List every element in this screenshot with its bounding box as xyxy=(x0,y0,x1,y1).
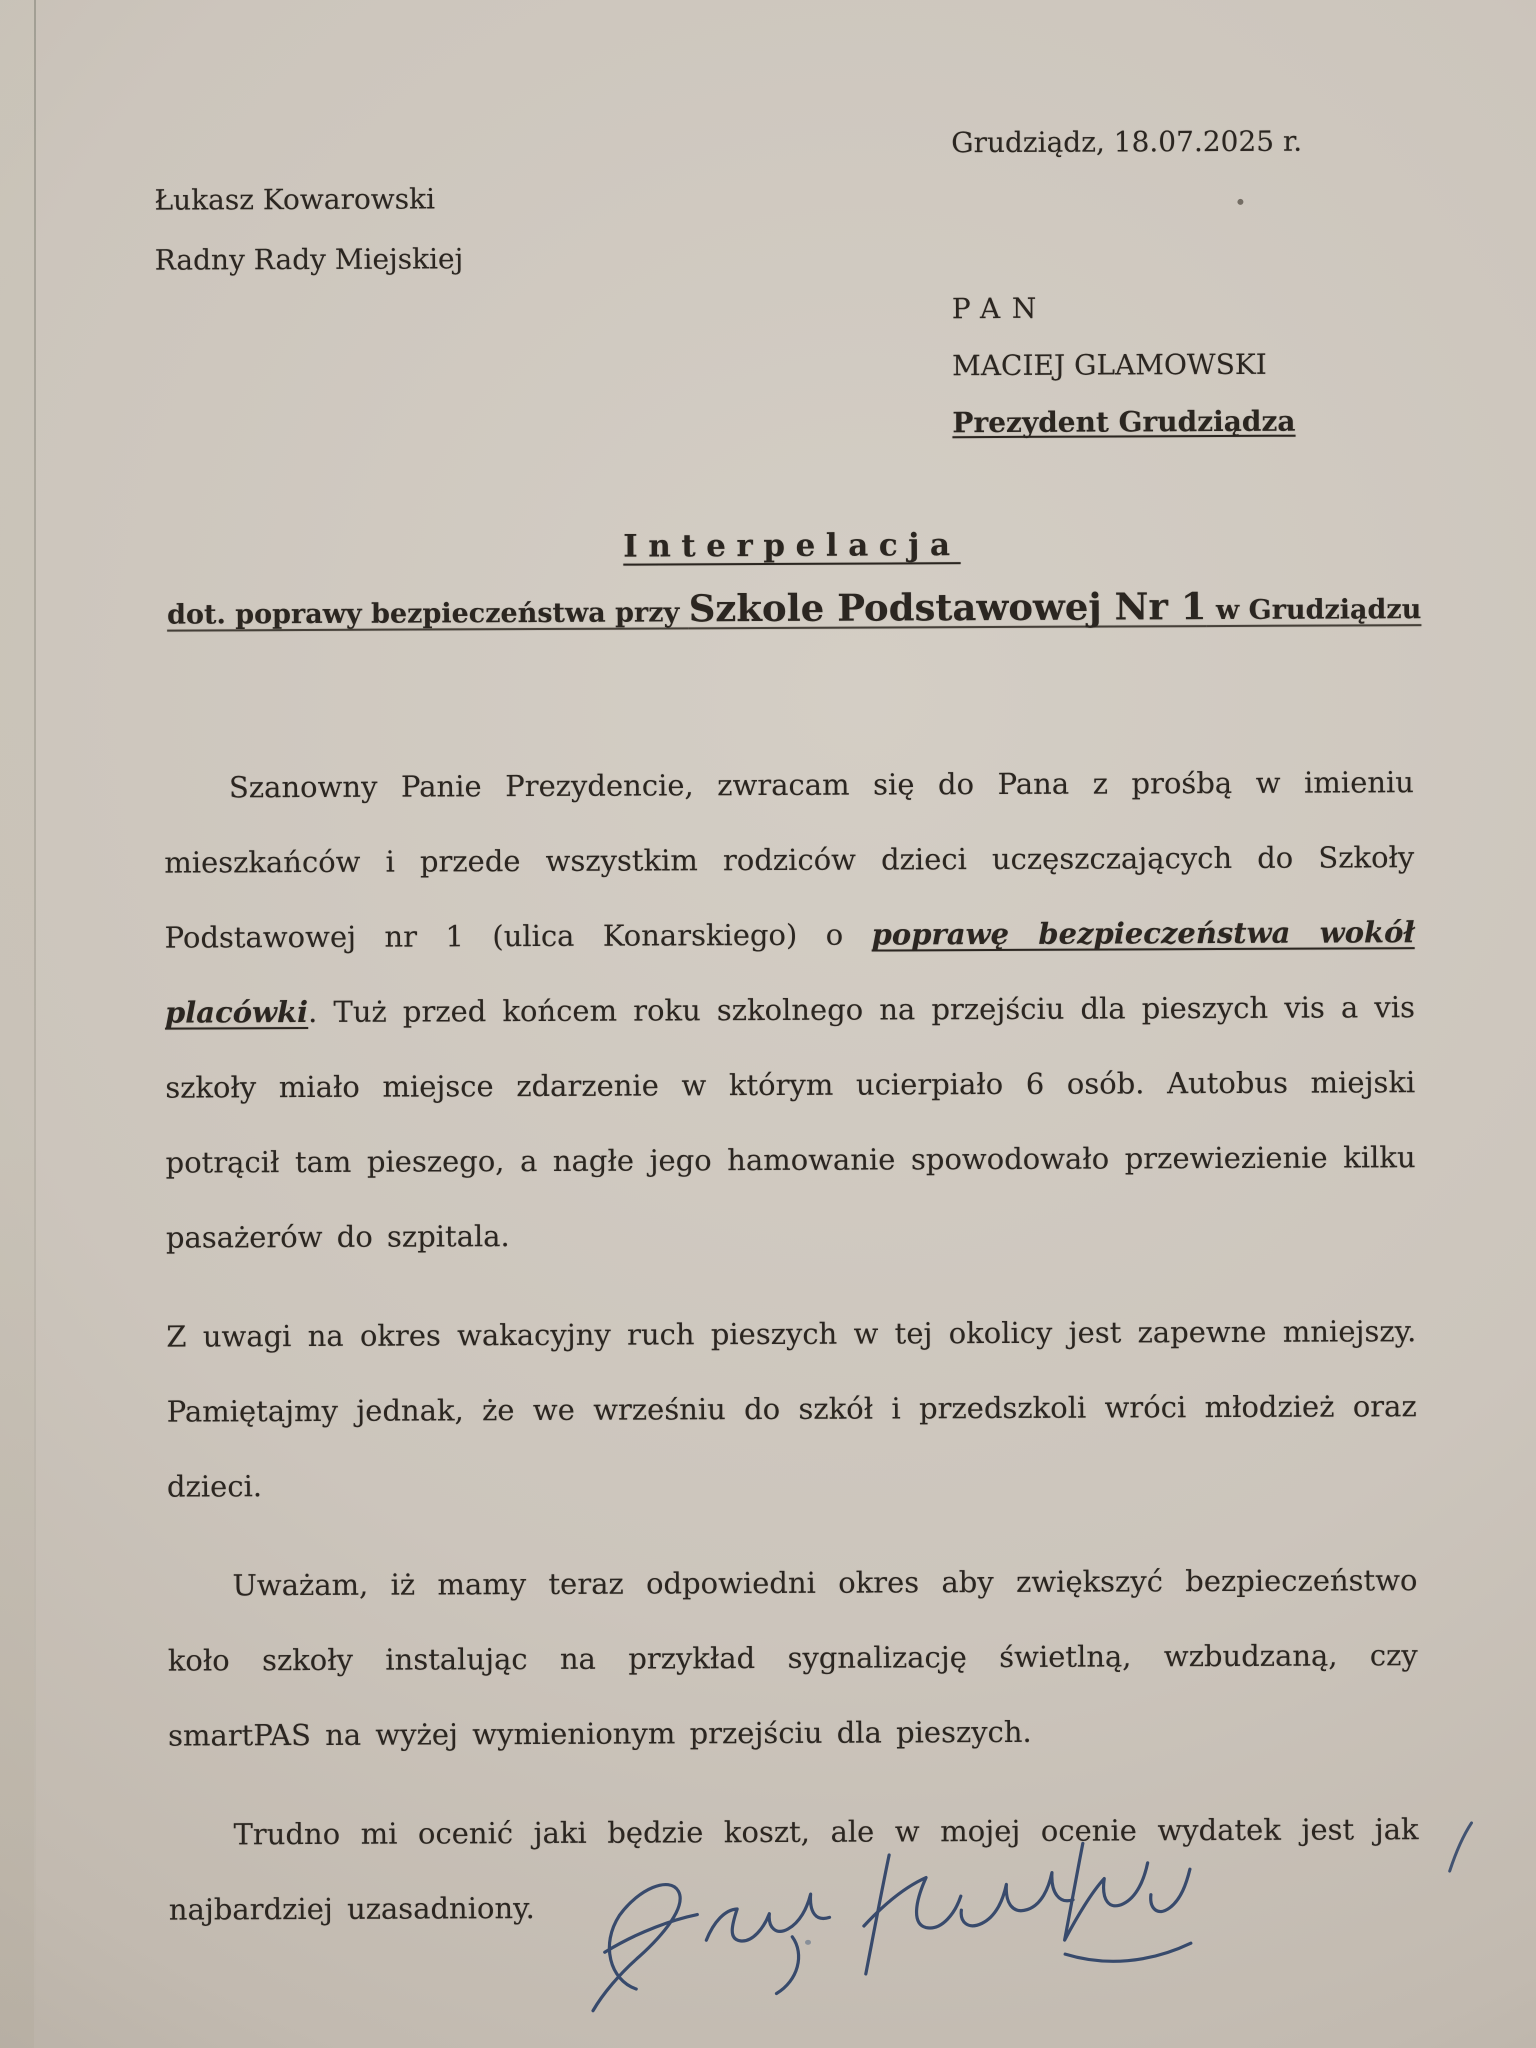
letter-title: Interpelacja xyxy=(623,527,961,565)
date-line: Grudziądz, 18.07.2025 r. xyxy=(951,124,1303,160)
sender-name: Łukasz Kowarowski xyxy=(154,182,436,217)
letter-subject xyxy=(26,583,1536,634)
letter-body xyxy=(164,745,1419,1971)
signature-pen-tick xyxy=(1441,1819,1481,1879)
paper-speck xyxy=(805,1940,811,1945)
subject-suffix: w Grudziądzu xyxy=(1206,594,1422,627)
recipient-name: MACIEJ GLAMOWSKI xyxy=(952,347,1267,383)
subject-prefix: dot. poprawy bezpieczeństwa przy xyxy=(166,597,689,631)
paragraph xyxy=(164,745,1416,1275)
recipient-position: Prezydent Grudziądza xyxy=(952,404,1296,440)
paragraph-text: Szanowny Panie Prezydencie, zwracam się do Pana z prośbą w imieniu mieszkańców i przede wszystkim rodziców dzieci uczęszczających do Szkoły Podstawowej nr 1 (ulica Konarskiego) o xyxy=(164,765,1415,955)
paragraph xyxy=(166,1294,1417,1524)
recipient-salutation: PAN xyxy=(951,291,1049,326)
paragraph-text: Trudno mi ocenić jaki będzie koszt, ale w mojej ocenie wydatek jest jak najbardziej uzasadniony. xyxy=(168,1812,1419,1927)
paragraph-text: Uważam, iż mamy teraz odpowiedni okres aby zwiększyć bezpieczeństwo koło szkoły instalując na przykład sygnalizację świetlną, wzbudzaną, czy smartPAS na wyżej wymienionym przejściu dla pieszych. xyxy=(167,1563,1418,1753)
handwritten-signature xyxy=(552,1809,1200,2044)
sender-title: Radny Rady Miejskiej xyxy=(154,242,464,277)
subject-main: Szkole Podstawowej Nr 1 xyxy=(688,584,1207,631)
sender-block xyxy=(154,171,463,292)
recipient-block xyxy=(952,280,1296,452)
paragraph xyxy=(167,1543,1418,1773)
emphasized-phrase: poprawę bezpieczeństwa wokół placówki xyxy=(164,915,1415,1030)
paper-speck xyxy=(1237,199,1243,205)
paragraph-text: . Tuż przed końcem roku szkolnego na przejściu dla pieszych vis a vis szkoły miało miejsce zdarzenie w którym ucierpiało 6 osób. Autobus miejski potrącił tam pieszego, a nagłe jego hamowanie spowodowało przewiezienie kilku pasażerów do szpitala. xyxy=(165,990,1416,1255)
paragraph-text: Z uwagi na okres wakacyjny ruch pieszych w tej okolicy jest zapewne mniejszy. Pamiętajmy jednak, że we wrześniu do szkół i przedszkoli wróci młodzież oraz dzieci. xyxy=(166,1314,1417,1504)
